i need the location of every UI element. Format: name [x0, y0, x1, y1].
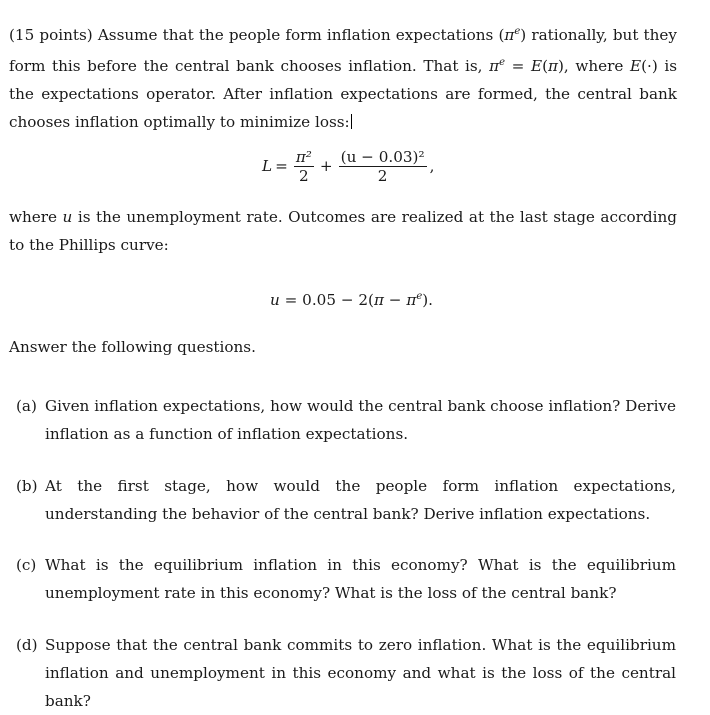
question-label: (c): [16, 556, 37, 574]
phillips-minus: −: [383, 291, 407, 310]
intro-text-6: (·) is the expectations operator. After inflation expectations are formed, the central bank chooses inflation optimally to minimize loss:: [9, 57, 677, 132]
fraction-pi-squared: [294, 148, 314, 185]
question-b: [16, 472, 676, 528]
loss-lhs: L: [262, 157, 273, 175]
intro-text-1: (15 points) Assume that the people form inflation expectations (: [9, 26, 505, 45]
fraction-numerator: π²: [295, 147, 312, 166]
question-text: Given inflation expectations, how would the central bank choose inflation? Derive inflation as a function of inflation expectations.: [45, 397, 676, 443]
fraction-numerator: (u − 0.03)²: [340, 147, 425, 166]
math-sup-e: e: [514, 26, 521, 37]
math-pi: π: [373, 291, 384, 310]
where-text-2: is the unemployment rate. Outcomes are realized at the last stage according to the Phillips curve:: [9, 208, 677, 254]
math-pi: π: [489, 57, 500, 76]
question-d: [16, 631, 676, 715]
where-text-1: where: [9, 208, 63, 226]
math-sup-e: e: [416, 291, 423, 302]
math-pi: π: [406, 291, 417, 310]
question-label: (a): [16, 397, 37, 415]
fraction-denominator: 2: [299, 166, 309, 185]
math-sup-e: e: [499, 57, 506, 69]
equation-comma: ,: [429, 157, 435, 175]
intro-text-2: ) rationally, but they form this before the central bank chooses inflation. That is,: [9, 26, 677, 76]
math-u: u: [270, 291, 280, 310]
math-pi: π: [548, 57, 558, 76]
math-u: u: [62, 208, 73, 226]
question-text: At the first stage, how would the people form inflation expectations, understanding the behavior of the central bank? Derive inflation expectations.: [45, 477, 676, 523]
fraction-unemployment: [339, 148, 427, 185]
math-E: E: [530, 57, 543, 76]
answer-prompt: Answer the following questions.: [9, 338, 256, 356]
math-E: E: [629, 57, 642, 76]
text-cursor[interactable]: [351, 114, 352, 129]
question-label: (b): [16, 477, 38, 495]
where-paragraph: [9, 203, 677, 259]
question-a: [16, 392, 676, 448]
intro-text-5: ), where: [557, 57, 630, 76]
phillips-mid: = 0.05 − 2(: [279, 291, 374, 310]
plus-sign: +: [319, 157, 333, 175]
question-label: (d): [16, 636, 38, 654]
question-text: Suppose that the central bank commits to zero inflation. What is the equilibrium inflation and unemployment in this economy and what is the loss of the central bank?: [45, 636, 676, 710]
phillips-equation: [270, 284, 433, 313]
loss-equation: [262, 144, 434, 188]
phillips-end: ).: [422, 291, 434, 310]
question-text: What is the equilibrium inflation in this economy? What is the equilibrium unemployment rate in this economy? What is the loss of the central bank?: [45, 556, 676, 602]
equals-sign: =: [275, 157, 288, 175]
fraction-denominator: 2: [377, 166, 388, 185]
math-pi: π: [504, 26, 515, 45]
intro-text-3: =: [505, 57, 531, 76]
intro-text-4: (: [542, 57, 548, 76]
problem-intro: [9, 18, 677, 136]
question-c: [16, 551, 676, 607]
